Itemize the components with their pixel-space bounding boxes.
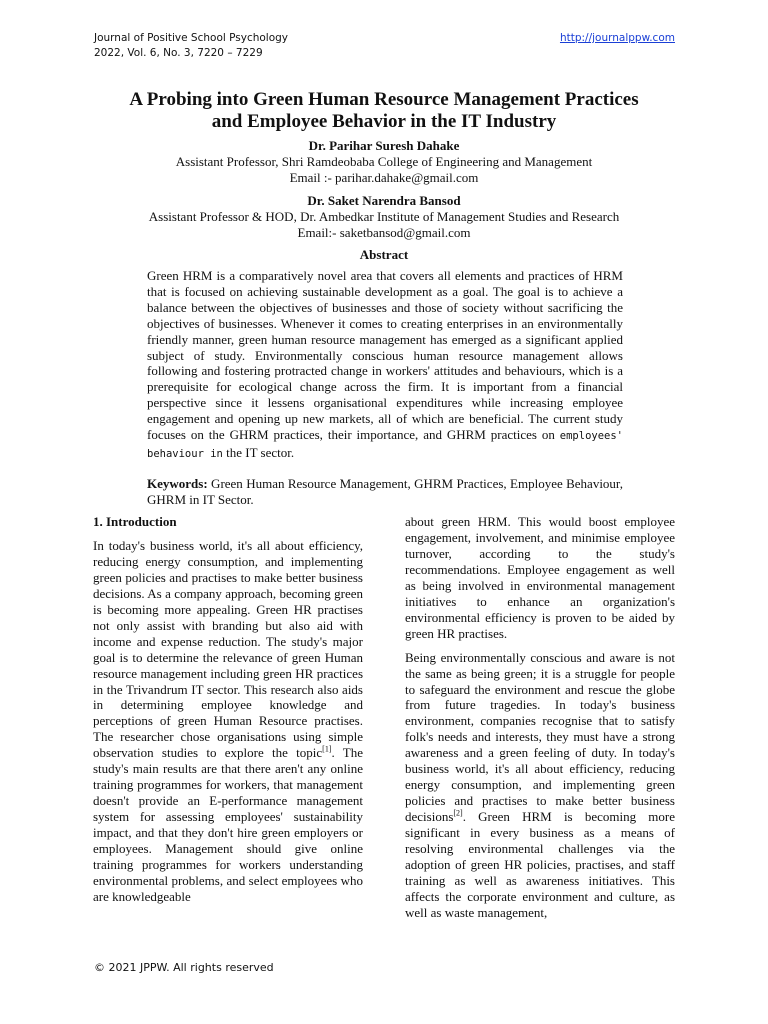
intro-p1-text-b: . The study's main results are that there aren't any online training programmes for workers, that management doesn't provide an E-performance management system for assessing employees' sustainability impact, and that they don't hire green employers or employees. Management should give online training programmes for workers understanding environmental problems, and select employees who are knowledgeable	[93, 745, 363, 904]
copyright-footer: © 2021 JPPW. All rights reserved	[94, 961, 274, 974]
keywords-label: Keywords:	[147, 476, 208, 491]
running-header	[94, 31, 675, 61]
journal-url-link[interactable]: http://journalppw.com	[559, 32, 675, 44]
journal-name: Journal of Positive School Psychology	[94, 32, 289, 44]
left-column	[93, 514, 363, 913]
intro-p1-text-a: In today's business world, it's all about efficiency, reducing energy consumption, and implementing green policies and practises to make better business decisions. As a company approach, becoming green is becoming more appealing. Green HR practises not only assist with branding but also aid with income and expense reduction. The study's major goal is to determine the relevance of green Human resource management including green HR practices in the Trivandrum IT sector. This research also aids in determining employee knowledge and perceptions of green Human Resource practises. The researcher chose organisations using simple observation studies to explore the topic	[93, 537, 363, 761]
author-2-email: Email:- saketbansod@gmail.com	[297, 225, 471, 240]
author-2-affiliation: Assistant Professor & HOD, Dr. Ambedkar Institute of Management Studies and Research	[148, 209, 620, 224]
abstract-heading: Abstract	[359, 247, 409, 262]
abstract-mono-text: employees' behaviour in	[147, 430, 623, 460]
section-heading-introduction: 1. Introduction	[93, 514, 177, 529]
intro-p2-text-a: Being environmentally conscious and aware is not the same as being green; it is a struggle for people to safeguard the environment and rescue the globe from future tragedies. In today's business environment, companies recognise that to satisfy folk's needs and interests, they must have a strong awareness and a green feeling of duty. In today's business world, it's all about efficiency, reducing energy consumption, and implementing green policies and practises to make better business decisions	[405, 649, 675, 825]
title-line-1: A Probing into Green Human Resource Management Practices	[129, 89, 639, 110]
intro-paragraph-1	[93, 538, 363, 905]
author-1-affiliation: Assistant Professor, Shri Ramdeobaba College of Engineering and Management	[175, 154, 593, 169]
keywords	[147, 476, 623, 508]
author-2-name: Dr. Saket Narendra Bansod	[307, 193, 461, 208]
title-line-2: and Employee Behavior in the IT Industry	[211, 111, 557, 132]
intro-p2-text-b: . Green HRM is becoming more significant in every business as a means of resolving environmental challenges via the adoption of green HR policies, practises, and staff training as well as awareness initiatives. This affects the corporate environment and culture, as well as waste management,	[405, 809, 675, 920]
intro-paragraph-1-continued: about green HRM. This would boost employee engagement, involvement, and minimise employee turnover, according to the study's recommendations. Employee engagement as well as being involved in environmental management initiatives to enhance an organization's environmental efficiency is proven to be aided by green HR practises.	[405, 514, 675, 641]
citation-2: [2]	[453, 808, 463, 818]
journal-issue: 2022, Vol. 6, No. 3, 7220 – 7229	[94, 47, 263, 59]
citation-1: [1]	[322, 745, 332, 755]
abstract-text: Green HRM is a comparatively novel area that covers all elements and practices of HRM that is focused on achieving sustainable development as a goal. The goal is to achieve a balance between the objectives of businesses and those of society without sacrificing the objectives of businesses. Whenever it comes to creating enterprises in an environmentally friendly manner, green human resource management has emerged as a significant applied subject of study. Environmentally conscious human resource management allows following and fostering protracted change in workers' attitudes and behaviours, which is a prerequisite for ecological change across the firm. It is important from a financial perspective since it lessens organisational expenditures while increasing employee engagement and opening up new markets, all of which are beneficial. The current study focuses on the GHRM practices, their importance, and GHRM practices on	[147, 268, 623, 443]
paper-title	[60, 89, 708, 133]
right-column	[405, 514, 675, 929]
keywords-text: Green Human Resource Management, GHRM Practices, Employee Behaviour, GHRM in IT Sector.	[147, 476, 623, 507]
author-block	[60, 138, 708, 241]
abstract-body	[147, 268, 623, 463]
intro-paragraph-2	[405, 650, 675, 921]
author-1-name: Dr. Parihar Suresh Dahake	[308, 138, 460, 153]
abstract-tail: the IT sector.	[222, 444, 295, 460]
author-1-email: Email :- parihar.dahake@gmail.com	[289, 170, 479, 185]
